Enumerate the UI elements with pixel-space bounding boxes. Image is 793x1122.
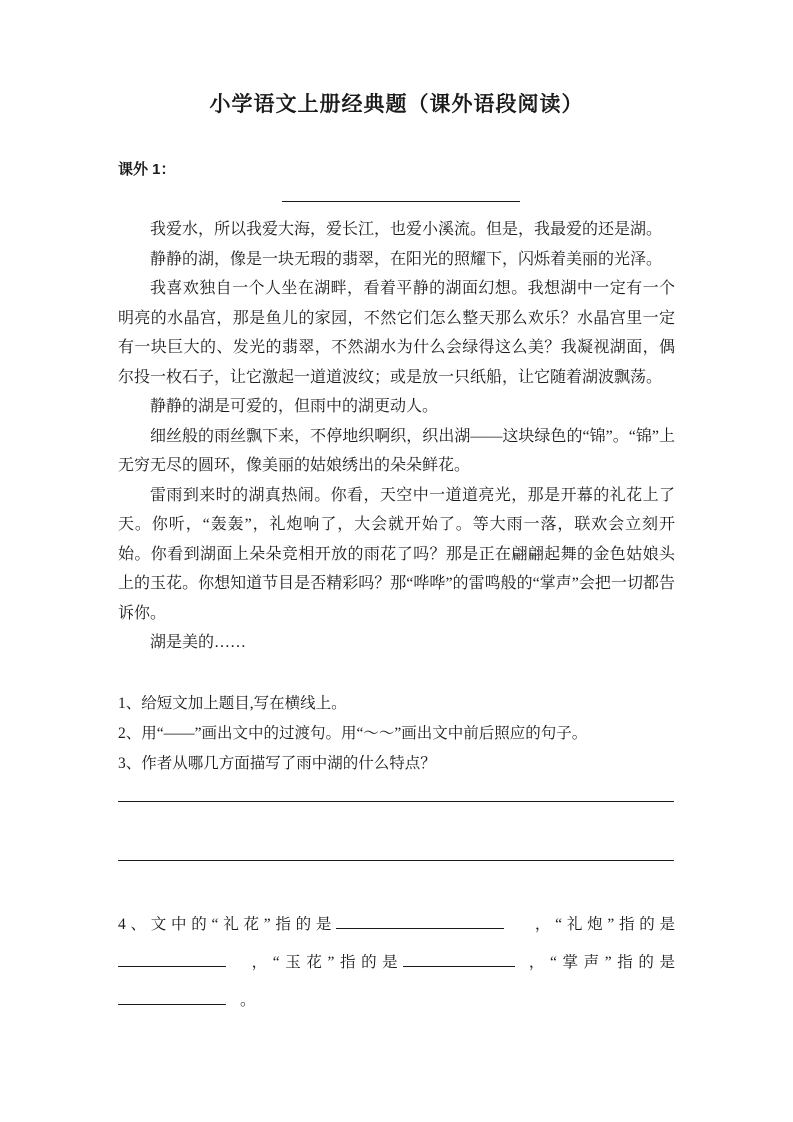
page-content <box>118 158 675 1020</box>
passage-title-blank-line <box>282 201 520 202</box>
passage-paragraph: 静静的湖是可爱的，但雨中的湖更动人。 <box>150 398 439 415</box>
answer-line-1 <box>118 801 674 802</box>
section-label: 课外 1： <box>118 161 176 178</box>
question-3: 3、作者从哪几方面描写了雨中湖的什么特点？ <box>118 754 436 772</box>
fill-blank-lihua <box>336 914 504 929</box>
passage-paragraph: 我喜欢独自一个人坐在湖畔，看着平静的湖面幻想。我想湖中一定有一个明亮的水晶宫，那是鱼儿的家园，不然它们怎么整天那么欢乐？水晶宫里一定有一块巨大的、发光的翡翠，不然湖水为什么会绿得这么美？我凝视湖面，偶尔投一枚石子，让它激起一道道波纹；或是放一只纸船，让它随着湖波飘荡。 <box>118 280 675 386</box>
passage-paragraph: 雷雨到来时的湖真热闹。你看，天空中一道道亮光，那是开幕的礼花上了天。你听，“轰轰”，礼炮响了，大会就开始了。等大雨一落，联欢会立刻开始。你看到湖面上朵朵竞相开放的雨花了吗？那是正在翩翩起舞的金色姑娘头上的玉花。你想知道节目是否精彩吗？那“哗哗”的雷鸣般的“掌声”会把一切都告诉你。 <box>118 486 675 622</box>
question-4-text: ，“掌声”指的是 <box>523 953 675 971</box>
question-4-text: 。 <box>240 991 256 1009</box>
passage-paragraph: 细丝般的雨丝飘下来，不停地织啊织，织出湖——这块绿色的“锦”。“锦”上无穷无尽的圆环，像美丽的姑娘绣出的朵朵鲜花。 <box>118 427 675 474</box>
question-4-text: ，“玉花”指的是 <box>246 953 404 971</box>
question-4-text: ，“礼炮”指的是 <box>530 915 676 933</box>
question-1: 1、给短文加上题目,写在横线上。 <box>118 694 347 712</box>
answer-line-2 <box>118 860 674 861</box>
fill-blank-lipao <box>118 952 226 967</box>
page-title: 小学语文上册经典题（课外语段阅读） <box>209 93 584 116</box>
question-2: 2、用“——”画出文中的过渡句。用“～～”画出文中前后照应的句子。 <box>118 724 588 742</box>
question-4 <box>118 906 675 1020</box>
question-list <box>118 689 675 779</box>
fill-blank-yuhua <box>403 952 515 967</box>
reading-passage <box>118 215 675 658</box>
fill-blank-zhangsheng <box>118 990 226 1005</box>
passage-paragraph: 静静的湖，像是一块无瑕的翡翠，在阳光的照耀下，闪烁着美丽的光泽。 <box>150 250 663 268</box>
passage-paragraph: 我爱水，所以我爱大海，爱长江，也爱小溪流。但是，我最爱的还是湖。 <box>150 221 663 238</box>
question-4-text: 4、文中的“礼花”指的是 <box>118 915 337 933</box>
passage-paragraph: 湖是美的…… <box>150 634 247 651</box>
